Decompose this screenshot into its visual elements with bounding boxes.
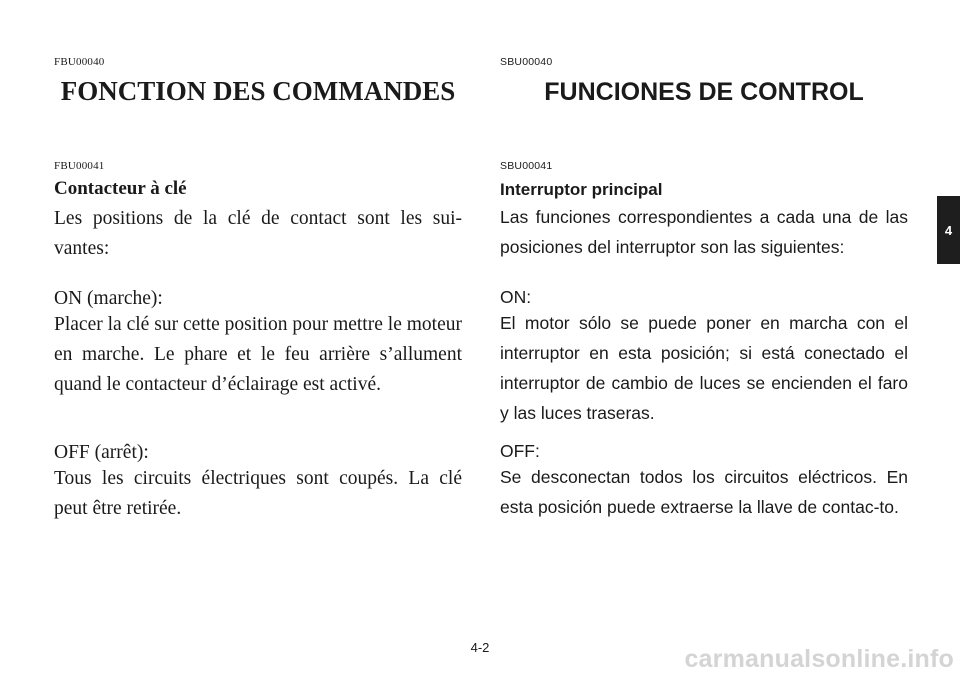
french-title: FONCTION DES COMMANDES [60, 76, 456, 106]
spanish-on-text: El motor sólo se puede poner en marcha con el interruptor en esta posición; si está conectado el interruptor de cambio de luces se encienden el faro y las luces traseras. [500, 313, 908, 423]
spanish-intro: Las funciones correspondientes a cada una de las posiciones del interruptor son las siguientes: [500, 207, 908, 257]
page-number: 4-2 [470, 640, 490, 655]
french-off-text: Tous les circuits électriques sont coupés. La clé peut être retirée. [54, 468, 462, 519]
spanish-section-code: SBU00040 [500, 56, 553, 68]
spanish-off-label: OFF: [500, 441, 540, 461]
french-off-label: OFF (arrêt): [54, 442, 149, 463]
chapter-tab: 4 [937, 196, 960, 264]
french-subsection-title: Contacteur à clé [54, 178, 187, 199]
spanish-title: FUNCIONES DE CONTROL [544, 78, 864, 106]
french-on-text: Placer la clé sur cette position pour mettre le moteur en marche. Le phare et le feu arrière s’allument quand le contacteur d’éclairage est activé. [54, 314, 462, 395]
spanish-subsection-title: Interruptor principal [500, 180, 663, 199]
french-intro: Les positions de la clé de contact sont les sui-vantes: [54, 208, 462, 259]
spanish-off-text: Se desconectan todos los circuitos eléctricos. En esta posición puede extraerse la llave de contac-to. [500, 467, 908, 517]
french-on-label: ON (marche): [54, 288, 163, 309]
french-subsection-code: FBU00041 [54, 160, 105, 172]
spanish-on-label: ON: [500, 287, 532, 307]
spanish-subsection-code: SBU00041 [500, 160, 553, 172]
watermark: carmanualsonline.info [684, 645, 954, 673]
french-section-code: FBU00040 [54, 56, 105, 68]
